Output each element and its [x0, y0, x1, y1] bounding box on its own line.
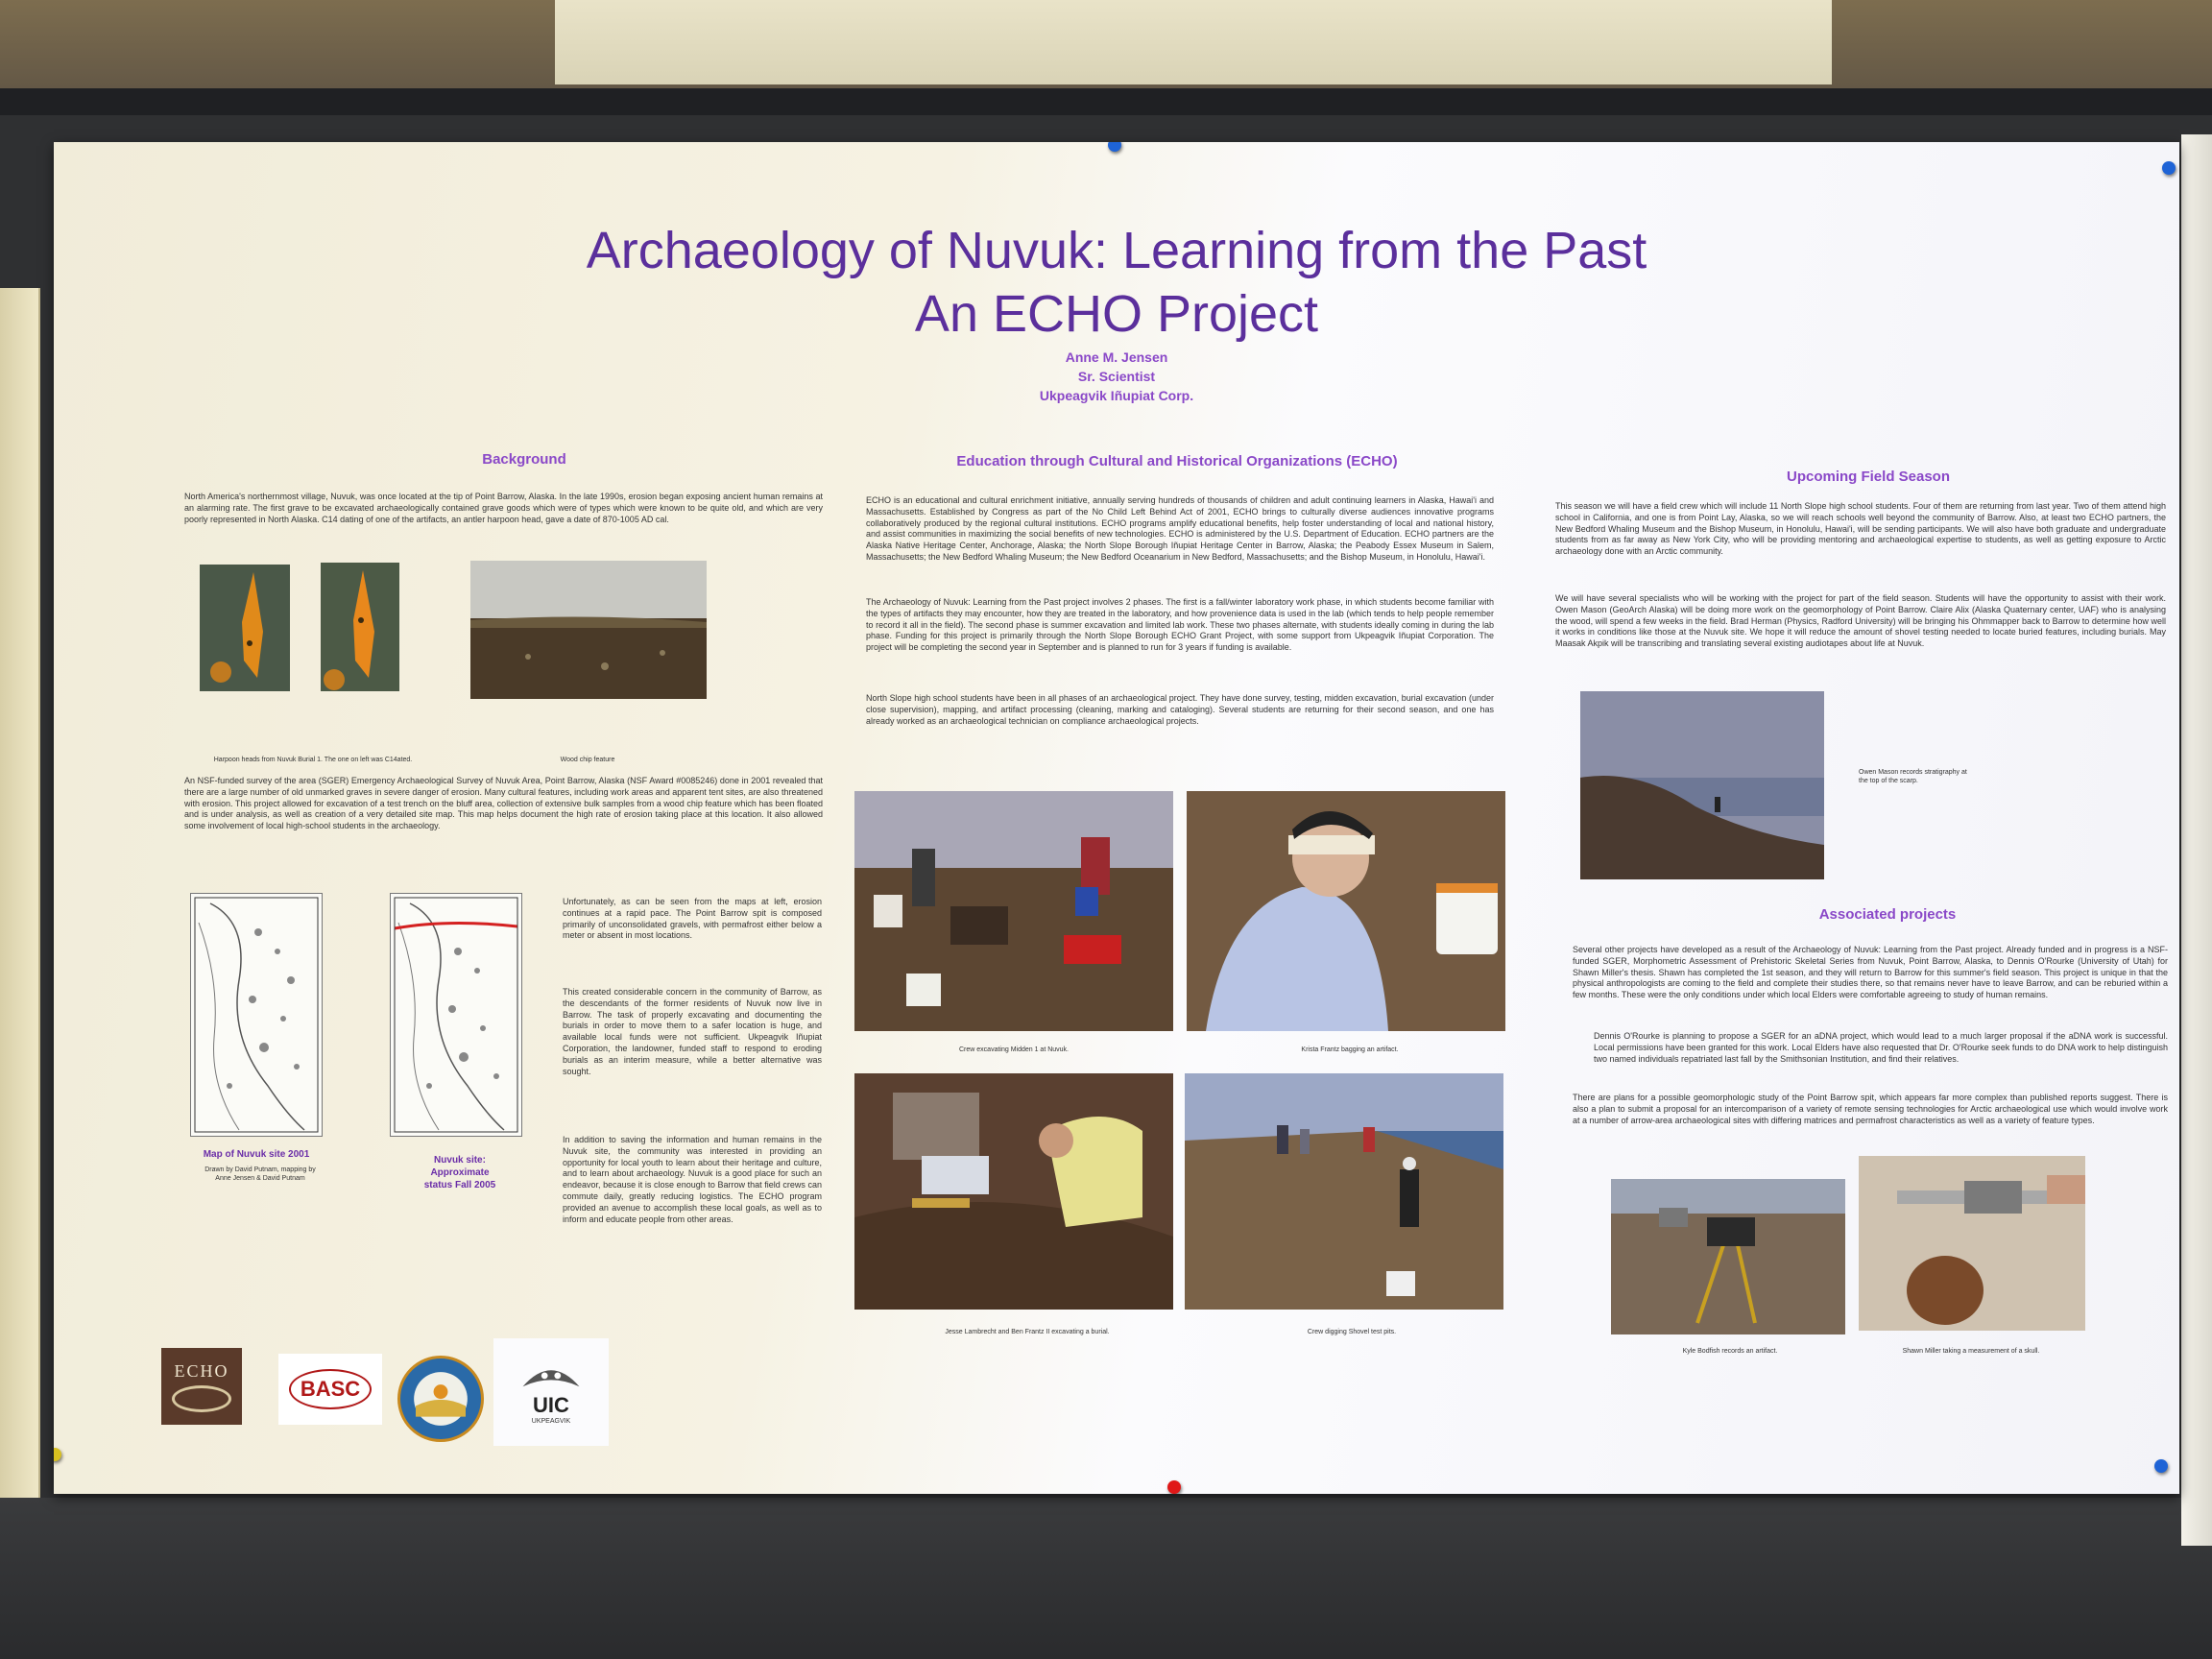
shovel-test-pits-caption: Crew digging Shovel test pits. [1307, 1329, 1397, 1335]
owen-mason-caption: Owen Mason records stratigraphy at the top of the scarp. [1859, 769, 1967, 784]
crew-excavating-photo [854, 791, 1173, 1031]
author-title: Sr. Scientist [1077, 369, 1156, 384]
excavating-burial-photo [854, 1073, 1173, 1310]
photo-icon [1611, 1179, 1845, 1334]
photo-icon [1859, 1156, 2085, 1331]
wood-chip-feature-photo [470, 561, 707, 699]
uic-logo-text: UIC [533, 1392, 569, 1417]
associated-paragraph-2: Dennis O'Rourke is planning to propose a SGER for an aDNA project, which would lead to a much larger proposal if the aDNA work is successful. Local permissions have been granted for this work. Local Elders have also requested that Dr. O'Rourke seek funds to do DNA work to help distinguish two named individuals repatriated last fall by the Smithsonian Institution, and find their relatives. [1594, 1031, 2168, 1064]
nuvuk-map-2001 [190, 893, 323, 1137]
pushpin [2162, 161, 2176, 175]
owen-mason-photo [1580, 691, 1824, 879]
map-2001-credit: Drawn by David Putnam, mapping by Anne Jensen & David Putnam [204, 1166, 316, 1182]
echo-paragraph-2: The Archaeology of Nuvuk: Learning from the Past project involves 2 phases. The first is a fall/winter laboratory work phase, in which students become familiar with the types of artifacts they may encounter, how they are treated in the laboratory, and how provenience data is used in the lab (which tends to help people remember to record it all in the field). The second phase is summer excavation and limited lab work. These two phases alternate, with students ideally coming in during the lab phase. Funding for this project is primarily through the North Slope Borough ECHO Grant Project, with some support from Ukpeagvik Iñupiat Corporation. The project will be completing the second year in September and is planned to run for 3 years if funding is available. [866, 597, 1494, 653]
krista-frantz-caption: Krista Frantz bagging an artifact. [1301, 1046, 1399, 1053]
poster-title [54, 219, 2179, 346]
owl-icon [517, 1360, 585, 1393]
background-paragraph-1: North America's northernmost village, Nuvuk, was once located at the tip of Point Barrow, Alaska. In the late 1990s, erosion began exposing ancient human remains at an alarming rate. The first grave to be excavated archaeologically contained grave goods which were of types which were known to be quite old, and which are very poorly represented in North Alaska. C14 dating of one of the artifacts, an antler harpoon head, gave a date of 870-1005 AD cal. [184, 492, 823, 524]
background-paragraph-5: In addition to saving the information and human remains in the Nuvuk site, the community was interested in providing an opportunity for local youth to learn about their heritage and culture, and to learn about archaeology. Nuvuk is a good place for such an endeavor, because it is close enough to Barrow that field crews can commute daily, greatly reducing logistics. The ECHO program provided an avenue to accomplish these local goals, as well as to inform and educate people from other areas. [563, 1135, 822, 1224]
board-frame [0, 88, 2212, 115]
excavating-burial-caption: Jesse Lambrecht and Ben Frantz II excavating a burial. [945, 1329, 1110, 1335]
board-bottom [0, 1498, 2212, 1659]
author-org: Ukpeagvik Iñupiat Corp. [1039, 388, 1194, 403]
photo-icon [1580, 691, 1824, 879]
echo-paragraph-3: North Slope high school students have been in all phases of an archaeological project. They have done survey, testing, midden excavation, burial excavation (under close supervision), mapping, and artifact processing (cleaning, marking and cataloging). Several students are returning for their second season, and one has already worked as an archaeological technician on compliance archaeological projects. [866, 693, 1494, 726]
background-heading: Background [482, 451, 566, 468]
shovel-test-pits-photo [1185, 1073, 1503, 1310]
pushpin [1167, 1480, 1181, 1494]
photo-icon [1187, 791, 1505, 1031]
pushpin [2154, 1459, 2168, 1473]
associated-heading: Associated projects [1818, 906, 1957, 923]
echo-logo-mark [172, 1385, 231, 1412]
poster [54, 142, 2179, 1494]
pushpin [54, 1448, 61, 1461]
associated-paragraph-3: There are plans for a possible geomorphologic study of the Point Barrow spit, which appears far more complex than published reports suggest. There is also a plan to submit a proposal for an intercomparison of a variety of remote sensing technologies for Arctic archaeological use which would involve work at a number of arrow-area archaeological sites with differing matrices and permafrost characteristics as well as a variety of feature types. [1573, 1093, 2168, 1125]
basc-logo [278, 1354, 382, 1425]
photo-icon [854, 791, 1173, 1031]
shawn-miller-caption: Shawn Miller taking a measurement of a skull. [1902, 1348, 2040, 1355]
map-icon [191, 894, 322, 1136]
crew-excavating-caption: Crew excavating Midden 1 at Nuvuk. [959, 1046, 1069, 1053]
landscape-icon [470, 561, 707, 699]
harpoon-head-photo-2 [321, 563, 399, 691]
author-name: Anne M. Jensen [1065, 349, 1168, 365]
harpoon-head-photo-1 [200, 565, 290, 691]
seal-icon [403, 1361, 478, 1436]
wood-chip-caption: Wood chip feature [560, 757, 615, 763]
photo-icon [1185, 1073, 1503, 1310]
echo-paragraph-1: ECHO is an educational and cultural enrichment initiative, annually serving hundreds of thousands of children and adult continuing learners in Alaska, Hawai'i and Massachusetts. Established by Congress as part of the No Child Left Behind Act of 2001, ECHO brings to culturally diverse audiences innovative programs collaboratively produced by the regional cultural institutions. ECHO programs amplify educational benefits, help foster understanding of local and national history, and assist communities in maximizing the social benefits of new technologies. ECHO is administered by the U.S. Department of Education. ECHO partners are the Alaska Native Heritage Center, Anchorage, Alaska; the North Slope Borough Iñupiat Heritage Center in Barrow, Alaska; the Peabody Essex Museum in Salem, Massachusetts; the New Bedford Whaling Museum; the New Bedford Oceanarium in New Bedford, Massachusetts; and the Bishop Museum, in Honolulu, Hawai'i. [866, 495, 1494, 562]
adjacent-poster-right [2181, 134, 2212, 1546]
adjacent-poster-left [0, 288, 40, 1498]
map-2001-caption: Map of Nuvuk site 2001 [203, 1149, 310, 1160]
title-line-2: An ECHO Project [914, 285, 1319, 343]
harpoon-caption: Harpoon heads from Nuvuk Burial 1. The one on left was C14ated. [213, 757, 413, 763]
photo-icon [854, 1073, 1173, 1310]
harpoon-head-icon [321, 563, 399, 691]
upcoming-paragraph-1: This season we will have a field crew which will include 11 North Slope high school students. Four of them are returning from last year. Two of them attend high school in California, and one is from Point Lay, Alaska, so we will reach schools well beyond the community of Barrow. Also, at least two ECHO partners, the New Bedford Whaling Museum and the Bishop Museum, in Honolulu, Hawai'i, will be sending participants. We will also have both graduate and undergraduate students from as far away as New York City, who will be providing mentoring and archaeological expertise to students, as well as getting exposure to Arctic archaeology done with an Arctic community. [1555, 501, 2166, 557]
background-paragraph-3: Unfortunately, as can be seen from the maps at left, erosion continues at a rapid pace. The Point Barrow spit is composed primarily of unconsolidated gravels, with permafrost either below a meter or absent in most locations. [563, 897, 822, 941]
krista-frantz-photo [1187, 791, 1505, 1031]
echo-heading: Education through Cultural and Historical Organizations (ECHO) [956, 453, 1398, 469]
nuvuk-map-2005 [390, 893, 522, 1137]
adjacent-poster-top [555, 0, 1832, 84]
title-line-1: Archaeology of Nuvuk: Learning from the Past [586, 222, 1647, 279]
echo-logo [161, 1348, 242, 1425]
upcoming-paragraph-2: We will have several specialists who will be working with the project for part of the field season. Students will have the opportunity to assist with their work. Owen Mason (GeoArch Alaska) will be doing more work on the geomorphology of Point Barrow. Claire Alix (Alaska Quaternary center, UAF) who is analysing the wood, will spend a few weeks in the field. Brad Herman (Physics, Radford University) will be bringing his Ohmmapper back to Barrow to determine how well it works in conditions like those at the Nuvuk site. We hope it will reduce the amount of shovel testing needed to locate buried features, including burials. May Maasak Akpik will be transcribing and translating several existing audiotapes about life at Nuvuk. [1555, 593, 2166, 649]
uic-logo [493, 1338, 609, 1446]
background-paragraph-2: An NSF-funded survey of the area (SGER) Emergency Archaeological Survey of Nuvuk Area, Point Barrow, Alaska (NSF Award #0085246) done in 2001 revealed that there are a large number of old unmarked graves in severe danger of erosion. Many cultural features, including work areas and apparent tent sites, are also threatened with erosion. This project allowed for excavation of a test trench on the bluff area, collection of extensive bulk samples from a wood chip feature which has been floated and is under analysis, as well as creation of a very detailed site map. This map helps document the high rate of erosion taking place at this location. It also allowed some involvement of local high-school students in the archaeology. [184, 776, 823, 831]
harpoon-head-icon [200, 565, 290, 691]
background-paragraph-4: This created considerable concern in the community of Barrow, as the descendants of the former residents of Nuvuk now live in Barrow. The task of properly excavating and documenting the burials in order to move them to a safer location is huge, and available local funds were not sufficient. Ukpeagvik Iñupiat Corporation, the landowner, funded staff to respond to eroding burials as an interim measure, while a better alternative was sought. [563, 987, 822, 1076]
kyle-bodfish-photo [1611, 1179, 1845, 1334]
echo-logo-text: ECHO [174, 1360, 229, 1381]
map-2005-caption: Nuvuk site: Approximate status Fall 2005 [423, 1155, 496, 1190]
associated-paragraph-1: Several other projects have developed as a result of the Archaeology of Nuvuk: Learning from the Past project. Already funded and in progress is a NSF-funded SGER, Morphometric Assessment of Prehistoric Skeletal Series from Nuvuk, Point Barrow, Alaska, to Dennis O'Rourke (University of Utah) for Shawn Miller's thesis. Shawn has completed the 1st season, and they will return to Barrow for this summer's field season. This project is unique in that the physical anthropologists are coming to the field and complete their studies there, so that remains never have to leave Barrow, and can be reburied within a few months. These were the only conditions under which local Elders were comfortable agreeing to study of human remains. [1573, 945, 2168, 1000]
north-slope-borough-seal [397, 1356, 484, 1442]
upcoming-heading: Upcoming Field Season [1786, 469, 1951, 485]
uic-logo-subtext: UKPEAGVIK [531, 1417, 571, 1425]
map-icon [391, 894, 521, 1136]
pushpin [1108, 142, 1121, 152]
kyle-bodfish-caption: Kyle Bodfish records an artifact. [1682, 1348, 1778, 1355]
basc-logo-text: BASC [289, 1369, 372, 1409]
author-block [54, 348, 2179, 405]
shawn-miller-photo [1859, 1156, 2085, 1331]
